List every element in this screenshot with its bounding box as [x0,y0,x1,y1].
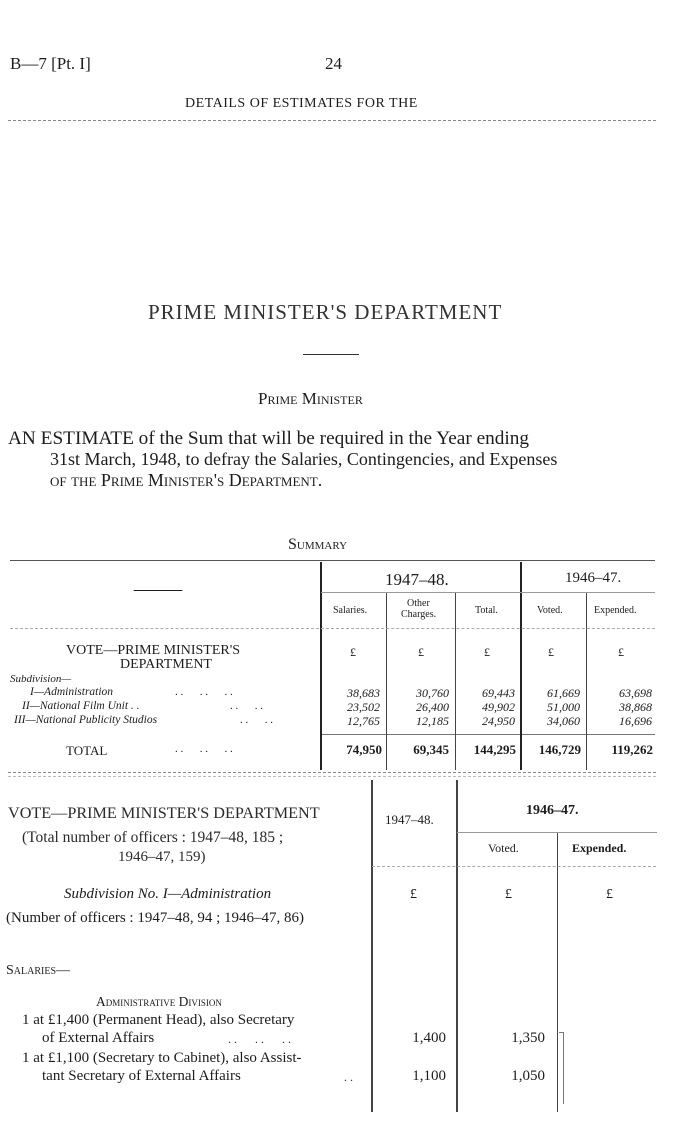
detail-currency-voted: £ [505,887,512,902]
intro-line-2: 31st March, 1948, to defray the Salaries, Contingencies, and Expenses [50,449,558,469]
summary-header-rule [10,628,655,629]
summary-cell-other: 30,760 [416,686,449,700]
detail-year-previous: 1946–47. [526,803,579,818]
summary-cell-voted: 34,060 [547,714,580,728]
currency-expended: £ [618,645,624,659]
bracket-mark-top [559,1032,564,1033]
summary-row-label: II—National Film Unit . . [22,700,140,712]
detail-item-line-2: of External Affairs [42,1030,155,1046]
detail-header-rule [372,866,656,867]
currency-salaries: £ [350,645,356,659]
summary-vline-total-2 [455,700,456,770]
detail-item-line-1: 1 at £1,400 (Permanent Head), also Secretary [22,1012,295,1028]
summary-vote-line-1: VOTE—PRIME MINISTER'S [66,643,241,658]
header-divider [8,120,656,121]
bracket-mark [563,1032,564,1104]
summary-bottom-rule [8,772,656,773]
summary-total-expended: 119,262 [611,742,653,757]
summary-cell-total: 49,902 [482,700,515,714]
leader-dots: . . . . [230,700,263,712]
summary-vline-other-2 [386,700,387,770]
summary-year-current: 1947–48. [385,570,449,589]
col-header-voted: Voted. [537,605,563,616]
leader-dots: . . . . [240,714,273,726]
department-title: PRIME MINISTER'S DEPARTMENT [148,300,503,324]
summary-cell-other: 26,400 [416,700,449,714]
summary-bottom-rule-2 [8,776,656,777]
summary-cell-expended: 63,698 [619,686,652,700]
section-subtitle: Prime Minister [258,389,363,408]
summary-vote-line-2: DEPARTMENT [120,657,212,672]
detail-division-heading: Administrative Division [96,994,222,1009]
currency-other: £ [418,645,424,659]
subdivision-label: Subdivision— [10,673,72,685]
summary-vline-main-2 [320,700,322,770]
detail-item-current: 1,100 [412,1068,446,1084]
detail-col-expended: Expended. [572,841,627,855]
col-header-salaries: Salaries. [333,605,368,616]
detail-officers-line-1: (Total number of officers : 1947–48, 185 ; [22,829,284,846]
summary-cell-total: 24,950 [482,714,515,728]
detail-vline-voted [456,780,458,1112]
intro-line-1: AN ESTIMATE of the Sum that will be required in the Year ending [8,428,530,449]
summary-cell-expended: 16,696 [619,714,652,728]
summary-total-total: 144,295 [473,742,516,757]
detail-subdivision-title: Subdivision No. I—Administration [64,886,272,902]
col-header-other-2: Charges. [401,609,437,620]
detail-vote-title: VOTE—PRIME MINISTER'S DEPARTMENT [8,804,320,822]
summary-vline-expended-2 [586,700,587,770]
summary-year-rule [321,592,655,593]
leader-dots: . . . . . . [175,743,233,755]
leader-dots: . . . . . . [175,686,233,698]
detail-col-voted: Voted. [488,841,519,855]
running-title: DETAILS OF ESTIMATES FOR THE [185,96,418,111]
detail-item-current: 1,400 [412,1030,446,1046]
col-header-other-1: Other [407,598,430,609]
detail-item-voted: 1,350 [511,1030,545,1046]
summary-cell-salaries: 12,765 [347,714,380,728]
summary-cell-voted: 61,669 [547,686,580,700]
summary-cell-voted: 51,000 [547,700,580,714]
summary-vline-main [320,562,322,700]
summary-cell-expended: 38,868 [619,700,652,714]
summary-vline-prev [520,562,522,700]
detail-currency-current: £ [410,887,417,902]
summary-total-voted: 146,729 [538,742,581,757]
currency-total: £ [484,645,490,659]
detail-year-rule [457,832,657,833]
summary-row-label: I—Administration [30,686,114,698]
detail-officers-line-2: 1946–47, 159) [118,849,206,865]
leader-dots: . . . . . . [228,1032,291,1046]
summary-year-previous: 1946–47. [565,570,622,586]
summary-cell-total: 69,443 [482,686,515,700]
summary-row-label: III—National Publicity Studios [14,714,158,726]
summary-dash: — [134,578,182,600]
detail-year-current: 1947–48. [385,812,434,827]
summary-heading: Summary [288,536,348,553]
summary-vline-expended [586,592,587,700]
detail-item-voted: 1,050 [511,1068,545,1084]
title-divider [303,354,359,355]
detail-item-line-2: tant Secretary of External Affairs [42,1068,241,1084]
summary-cell-salaries: 38,683 [347,686,380,700]
detail-subdivision-officers: (Number of officers : 1947–48, 94 ; 1946–47, 86) [6,910,305,926]
col-header-total: Total. [475,605,498,616]
summary-cell-salaries: 23,502 [347,700,380,714]
summary-total-salaries: 74,950 [346,742,382,757]
page-reference: B—7 [Pt. I] [10,54,91,73]
detail-salaries-heading: Salaries— [6,963,71,978]
intro-line-3: of the Prime Minister's Department. [50,470,323,490]
summary-vline-other [386,592,387,700]
page-number: 24 [325,54,342,73]
summary-total-rule [321,734,655,735]
leader-dots: . . [344,1070,353,1084]
detail-item-line-1: 1 at £1,100 (Secretary to Cabinet), also Assist- [22,1050,302,1066]
currency-voted: £ [548,645,554,659]
col-header-expended: Expended. [594,605,637,616]
summary-total-other: 69,345 [413,742,449,757]
detail-currency-expended: £ [606,887,613,902]
summary-cell-other: 12,185 [416,714,449,728]
summary-vline-total [455,592,456,700]
detail-vline-main [371,780,373,1112]
summary-top-rule [10,560,655,561]
summary-total-label: TOTAL [66,743,108,758]
summary-vline-prev-2 [520,700,522,770]
detail-vline-expended [557,832,558,1112]
